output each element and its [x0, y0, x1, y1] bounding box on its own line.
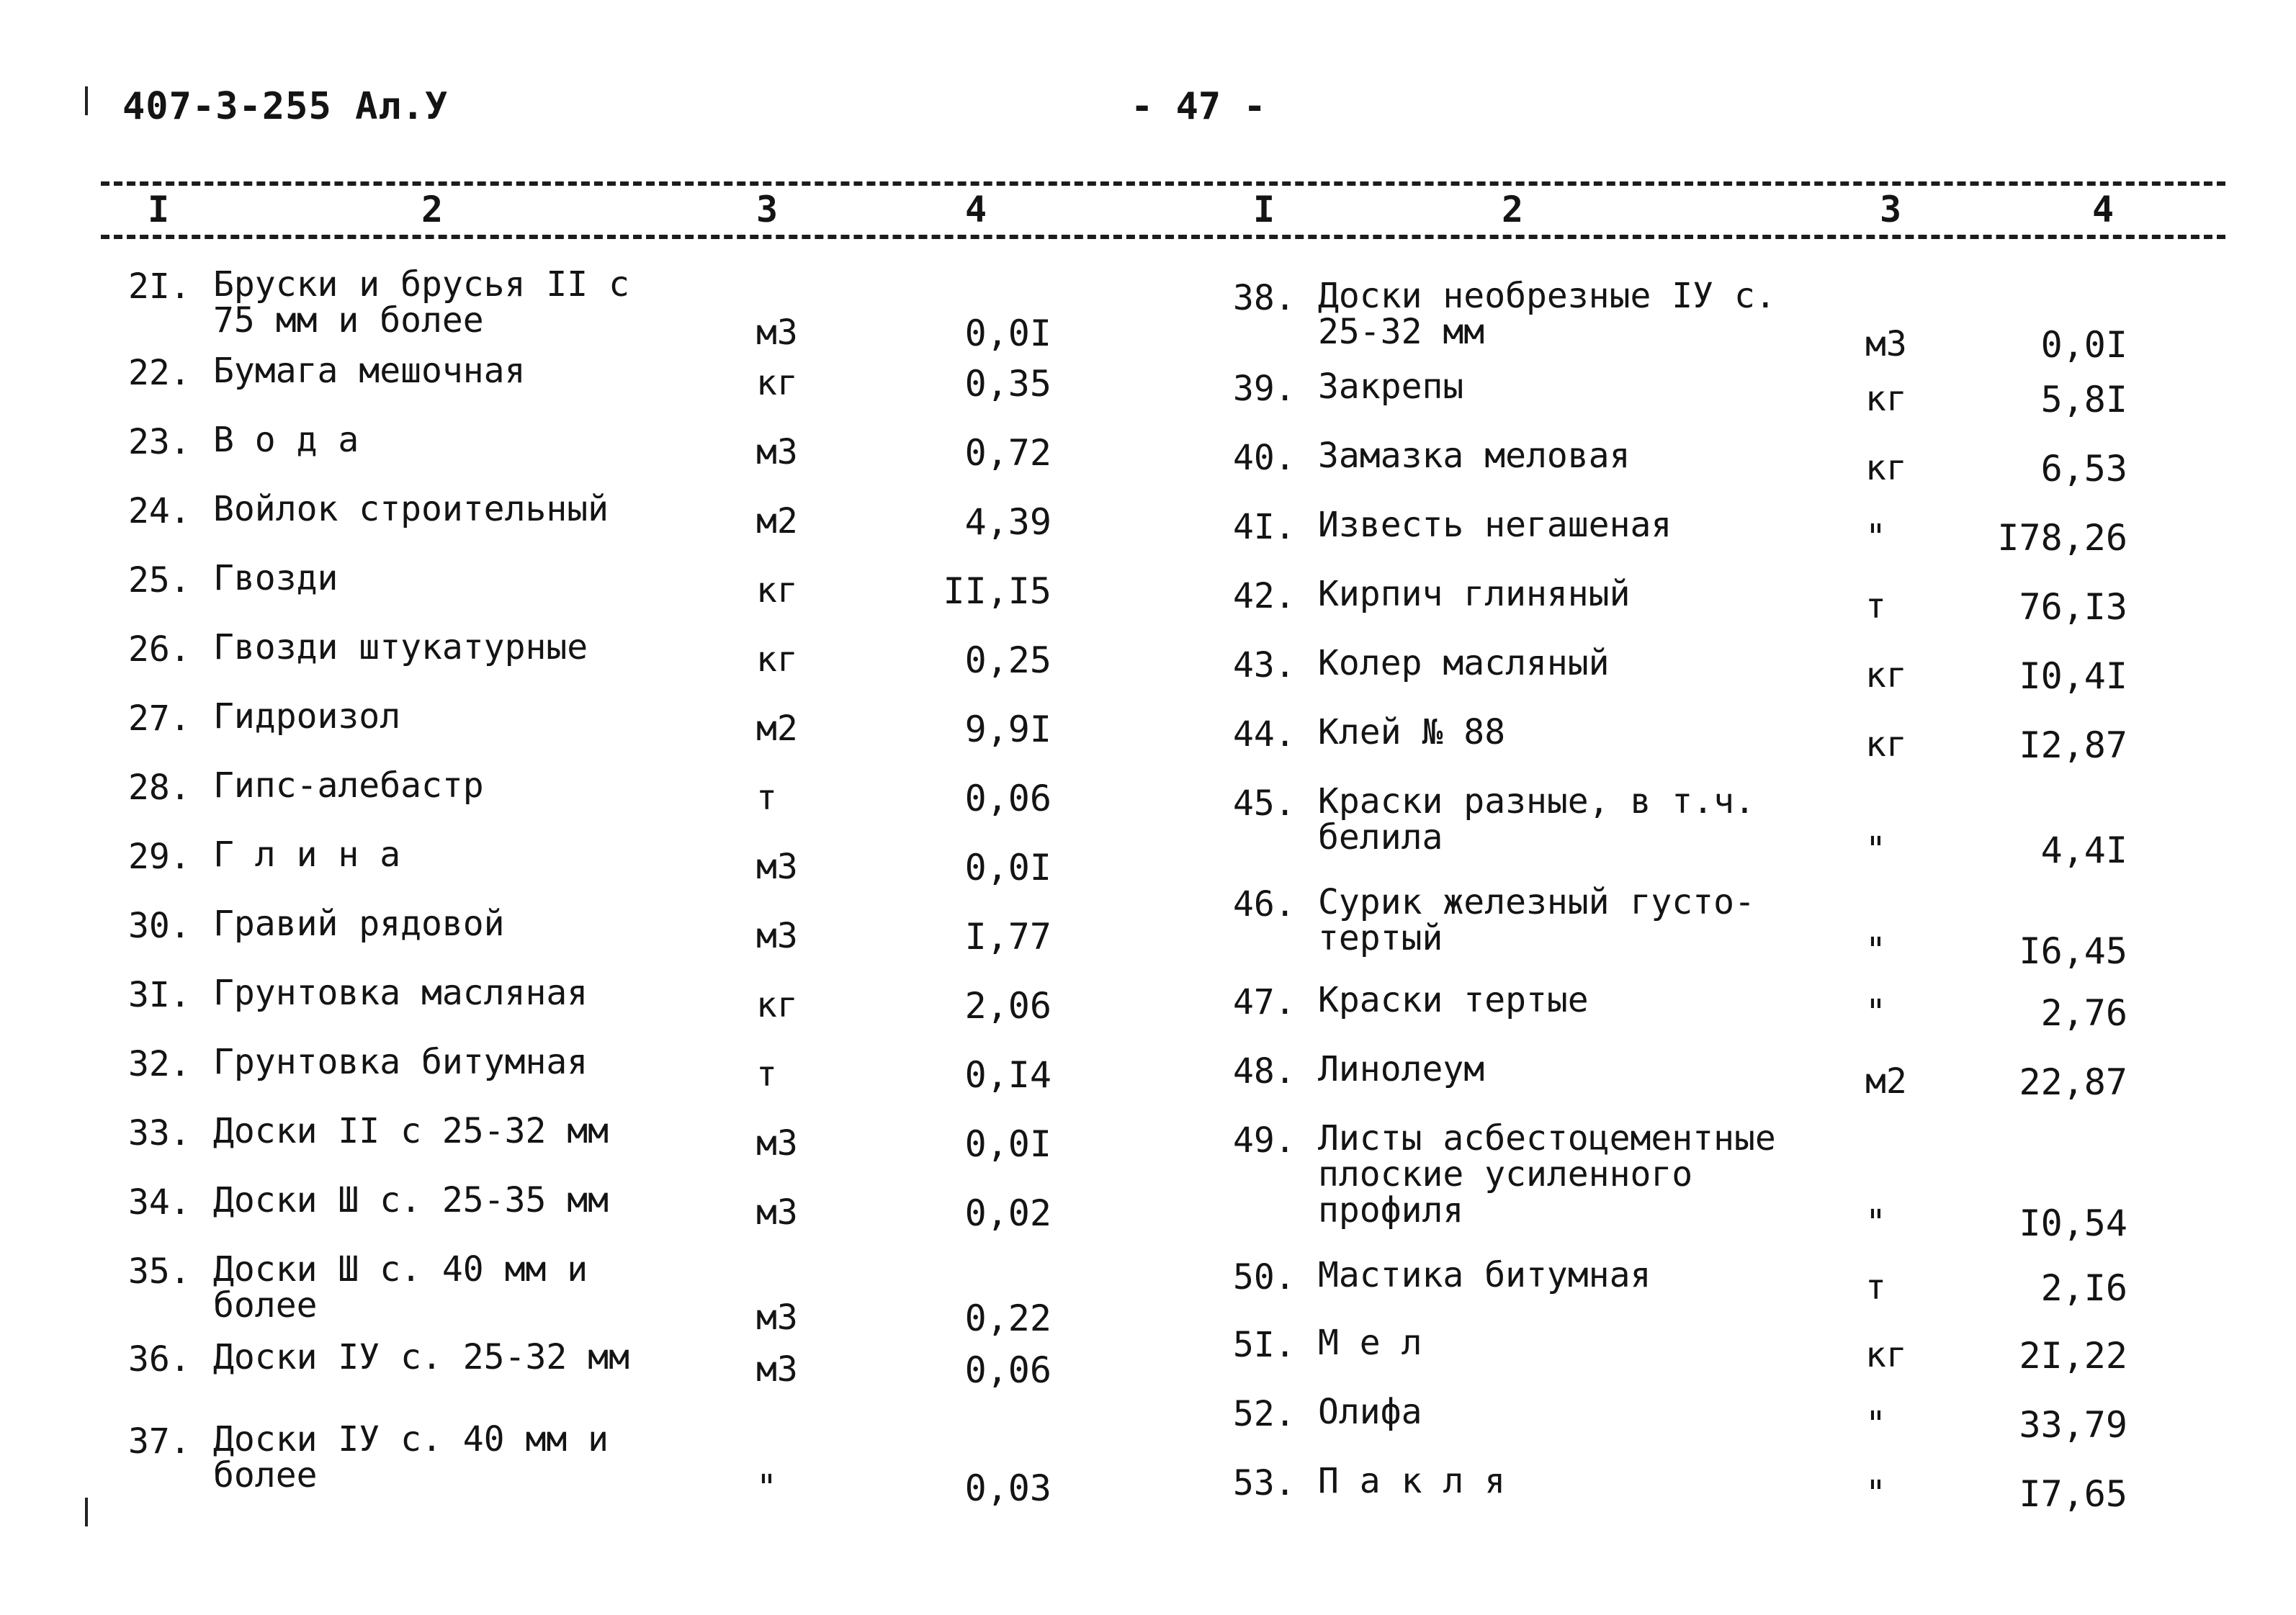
quantity-value: I0,4I: [2019, 655, 2127, 697]
material-name: М е л: [1318, 1323, 1422, 1363]
table-row: [128, 1339, 1208, 1404]
material-name: Войлок строительный: [213, 489, 609, 529]
table-row: [128, 837, 1208, 901]
header-bottom-rule: [101, 235, 2225, 239]
table-row: [128, 264, 1208, 354]
material-name: Г л и н а: [213, 835, 401, 875]
row-number: 43.: [1233, 645, 1296, 685]
unit-of-measure: м3: [756, 1123, 798, 1164]
table-row: [128, 906, 1208, 971]
material-name: Гвозди: [213, 558, 338, 598]
quantity-value: 0,06: [964, 1349, 1051, 1391]
material-name: Замазка меловая: [1318, 436, 1631, 476]
quantity-value: 2,76: [2040, 992, 2127, 1034]
material-name: Бруски и брусья II с 75 мм и более: [213, 264, 629, 341]
unit-of-measure: кг: [1865, 1335, 1907, 1375]
unit-of-measure: ": [1865, 517, 1886, 557]
unit-of-measure: кг: [1865, 655, 1907, 696]
quantity-value: 4,39: [964, 501, 1051, 543]
material-name: Олифа: [1318, 1392, 1422, 1432]
material-name: Колер масляный: [1318, 643, 1610, 683]
unit-of-measure: м3: [756, 1192, 798, 1233]
table-row: [1233, 1118, 2296, 1244]
quantity-value: 0,02: [964, 1192, 1051, 1234]
material-name: Доски необрезные IУ с. 25-32 мм: [1318, 276, 1776, 352]
row-number: 32.: [128, 1044, 191, 1084]
material-name: Грунтовка масляная: [213, 973, 588, 1013]
material-name: Листы асбестоцементные плоские усиленного профиля: [1318, 1118, 1776, 1231]
unit-of-measure: ": [1865, 1202, 1886, 1243]
table-row: [1233, 438, 2296, 503]
column-header-1-left: I: [148, 189, 170, 230]
material-name: Гидроизол: [213, 696, 401, 737]
table-row: [1233, 1394, 2296, 1459]
row-number: 23.: [128, 422, 191, 462]
unit-of-measure: м3: [756, 1349, 798, 1390]
material-name: Линолеум: [1318, 1049, 1485, 1089]
material-name: Краски тертые: [1318, 980, 1589, 1020]
unit-of-measure: кг: [1865, 448, 1907, 488]
unit-of-measure: м3: [756, 916, 798, 956]
unit-of-measure: т: [1865, 1267, 1886, 1308]
row-number: 34.: [128, 1182, 191, 1223]
row-number: 38.: [1233, 278, 1296, 318]
material-name: В о д а: [213, 420, 359, 460]
quantity-value: 2,I6: [2040, 1267, 2127, 1309]
row-number: 24.: [128, 491, 191, 531]
header-top-rule: [101, 181, 2225, 186]
material-name: Краски разные, в т.ч. белила: [1318, 781, 1755, 858]
unit-of-measure: м3: [756, 1297, 798, 1338]
row-number: 22.: [128, 353, 191, 393]
row-number: 50.: [1233, 1257, 1296, 1297]
row-number: 25.: [128, 560, 191, 600]
unit-of-measure: т: [756, 778, 777, 818]
unit-of-measure: ": [1865, 930, 1886, 971]
quantity-value: 0,22: [964, 1297, 1051, 1339]
document-code: 407-3-255 Ал.У: [122, 85, 449, 128]
unit-of-measure: м2: [1865, 1061, 1907, 1102]
quantity-value: 0,0I: [2040, 324, 2127, 366]
table-row: [1233, 1463, 2296, 1528]
quantity-value: I0,54: [2019, 1202, 2127, 1244]
material-name: Известь негашеная: [1318, 505, 1672, 545]
material-name: Гвозди штукатурные: [213, 627, 588, 667]
row-number: 37.: [128, 1421, 191, 1462]
material-name: Гравий рядовой: [213, 904, 505, 944]
row-number: 33.: [128, 1113, 191, 1153]
table-row: [128, 1419, 1208, 1509]
table-row: [128, 629, 1208, 694]
row-number: 49.: [1233, 1120, 1296, 1161]
column-header-1-right: I: [1253, 189, 1275, 230]
material-name: Доски Ш с. 40 мм и более: [213, 1249, 588, 1326]
quantity-value: 4,4I: [2040, 829, 2127, 871]
column-header-2-right: 2: [1502, 189, 1524, 230]
quantity-value: 0,72: [964, 432, 1051, 474]
quantity-value: I,77: [964, 916, 1051, 958]
material-name: Закрепы: [1318, 366, 1464, 407]
quantity-value: I7,65: [2019, 1473, 2127, 1515]
table-row: [1233, 714, 2296, 779]
material-name: Клей № 88: [1318, 712, 1506, 752]
quantity-value: I6,45: [2019, 930, 2127, 972]
row-number: 26.: [128, 629, 191, 670]
material-name: Мастика битумная: [1318, 1255, 1651, 1295]
material-name: Доски IУ с. 25-32 мм: [213, 1337, 629, 1377]
table-row: [128, 1113, 1208, 1178]
quantity-value: II,I5: [943, 570, 1051, 612]
column-header-3-left: 3: [756, 189, 779, 230]
table-row: [1233, 507, 2296, 572]
quantity-value: 0,35: [964, 363, 1051, 405]
quantity-value: 0,0I: [964, 312, 1051, 354]
quantity-value: 6,53: [2040, 448, 2127, 490]
row-number: 46.: [1233, 884, 1296, 925]
unit-of-measure: м2: [756, 708, 798, 749]
row-number: 28.: [128, 768, 191, 808]
unit-of-measure: м3: [756, 312, 798, 353]
column-header-2-left: 2: [421, 189, 444, 230]
quantity-value: I78,26: [1997, 517, 2127, 559]
row-number: 53.: [1233, 1463, 1296, 1503]
table-row: [128, 1182, 1208, 1247]
row-number: 3I.: [128, 975, 191, 1015]
material-name: Бумага мешочная: [213, 351, 526, 391]
table-row: [128, 560, 1208, 625]
material-name: Гипс-алебастр: [213, 765, 484, 806]
table-row: [1233, 982, 2296, 1047]
table-row: [128, 765, 1208, 832]
row-number: 39.: [1233, 369, 1296, 409]
table-row: [1233, 1325, 2296, 1390]
margin-mark-bottom: [85, 1498, 88, 1526]
table-row: [1233, 781, 2296, 871]
margin-mark-top: [85, 86, 88, 115]
quantity-value: 22,87: [2019, 1061, 2127, 1103]
row-number: 4I.: [1233, 507, 1296, 547]
row-number: 5I.: [1233, 1325, 1296, 1365]
table-row: [128, 491, 1208, 556]
material-name: Грунтовка битумная: [213, 1042, 588, 1082]
unit-of-measure: ": [756, 1467, 777, 1508]
material-name: Доски II с 25-32 мм: [213, 1111, 609, 1151]
page-number: - 47 -: [1131, 85, 1266, 128]
row-number: 35.: [128, 1251, 191, 1292]
quantity-value: 33,79: [2019, 1404, 2127, 1446]
table-row: [128, 422, 1208, 487]
unit-of-measure: кг: [756, 363, 798, 403]
quantity-value: 0,0I: [964, 847, 1051, 889]
row-number: 29.: [128, 837, 191, 877]
row-number: 27.: [128, 698, 191, 739]
quantity-value: 9,9I: [964, 708, 1051, 750]
quantity-value: 0,I4: [964, 1054, 1051, 1096]
unit-of-measure: кг: [756, 570, 798, 611]
table-row: [1233, 645, 2296, 710]
row-number: 48.: [1233, 1051, 1296, 1092]
unit-of-measure: кг: [1865, 724, 1907, 765]
quantity-value: 0,0I: [964, 1123, 1051, 1165]
unit-of-measure: кг: [756, 985, 798, 1025]
unit-of-measure: ": [1865, 1473, 1886, 1513]
quantity-value: 2I,22: [2019, 1335, 2127, 1377]
table-row: [1233, 366, 2296, 433]
table-row: [1233, 276, 2296, 366]
row-number: 45.: [1233, 783, 1296, 824]
table-row: [1233, 1051, 2296, 1116]
table-row: [128, 353, 1208, 418]
table-row: [1233, 1257, 2296, 1322]
row-number: 44.: [1233, 714, 1296, 755]
row-number: 47.: [1233, 982, 1296, 1022]
table-row: [128, 1044, 1208, 1109]
material-name: Доски IУ с. 40 мм и более: [213, 1419, 609, 1495]
table-row: [1233, 882, 2296, 972]
unit-of-measure: м3: [756, 432, 798, 472]
row-number: 40.: [1233, 438, 1296, 478]
unit-of-measure: м3: [1865, 324, 1907, 364]
column-header-4-left: 4: [965, 189, 987, 230]
column-header-4-right: 4: [2092, 189, 2115, 230]
quantity-value: 2,06: [964, 985, 1051, 1027]
column-header-3-right: 3: [1880, 189, 1902, 230]
material-name: Сурик железный густо- тертый: [1318, 882, 1755, 958]
page-header: [122, 85, 2174, 143]
material-name: П а к л я: [1318, 1461, 1506, 1501]
quantity-value: 0,25: [964, 639, 1051, 681]
table-row: [128, 975, 1208, 1040]
row-number: 42.: [1233, 576, 1296, 616]
row-number: 2I.: [128, 266, 191, 307]
unit-of-measure: м2: [756, 501, 798, 541]
quantity-value: 0,06: [964, 778, 1051, 819]
material-name: Доски Ш с. 25-35 мм: [213, 1180, 609, 1220]
unit-of-measure: т: [756, 1054, 777, 1094]
row-number: 52.: [1233, 1394, 1296, 1434]
row-number: 30.: [128, 906, 191, 946]
quantity-value: I2,87: [2019, 724, 2127, 766]
unit-of-measure: ": [1865, 1404, 1886, 1444]
unit-of-measure: ": [1865, 829, 1886, 870]
table-row: [128, 1249, 1208, 1339]
row-number: 36.: [128, 1339, 191, 1380]
unit-of-measure: кг: [1865, 379, 1907, 419]
table-row: [1233, 576, 2296, 641]
unit-of-measure: ": [1865, 992, 1886, 1033]
table-row: [128, 698, 1208, 763]
quantity-value: 0,03: [964, 1467, 1051, 1509]
quantity-value: 5,8I: [2040, 379, 2127, 420]
material-name: Кирпич глиняный: [1318, 574, 1631, 614]
unit-of-measure: кг: [756, 639, 798, 680]
quantity-value: 76,I3: [2019, 586, 2127, 628]
unit-of-measure: м3: [756, 847, 798, 887]
unit-of-measure: т: [1865, 586, 1886, 626]
